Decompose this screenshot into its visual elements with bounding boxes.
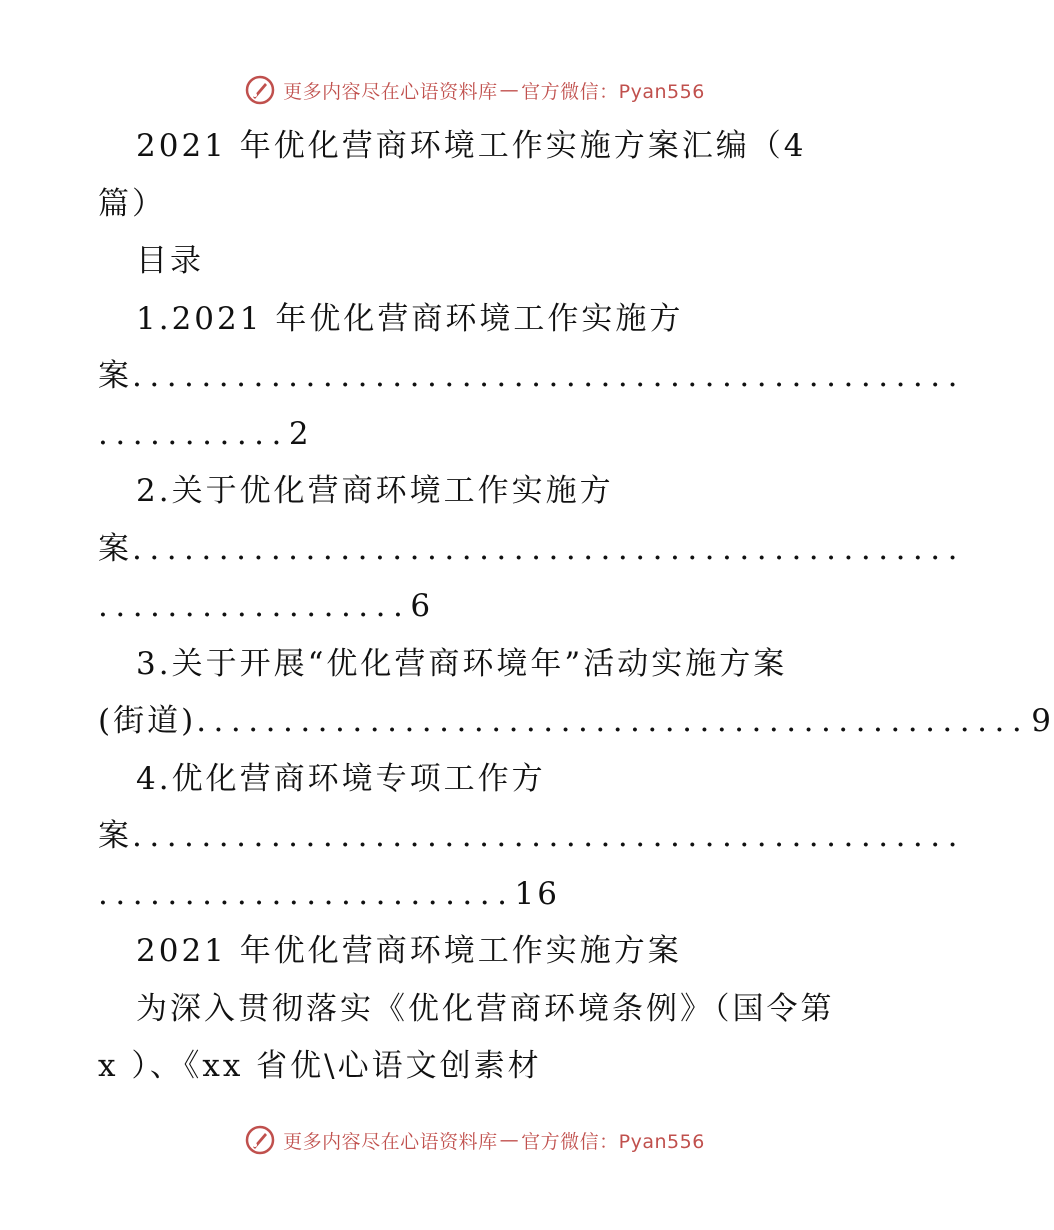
toc-item-3-leader[interactable] [98,693,1054,751]
toc-item-1-page-row[interactable] [98,406,858,464]
quill-logo-icon [245,1125,275,1155]
toc-item-1-lead: 案 [98,358,132,394]
toc-item-4-leader[interactable] [98,808,965,866]
toc-heading: 目录 [136,243,204,279]
watermark-text [283,1127,705,1154]
toc-item-1-dots: ................................................ [132,358,965,394]
toc-item-4-dots: ................................................ [132,818,965,854]
toc-item-2-dots-cont: .................. [98,588,411,624]
quill-logo-icon [245,75,275,105]
toc-item-4-page-row[interactable] [98,866,858,924]
toc-item-1-leader[interactable] [98,348,965,406]
section-title: 2021 年优化营商环境工作实施方案 [136,933,682,969]
watermark-banner-bottom [0,1120,950,1160]
toc-item-3-title[interactable]: 3.关于开展“优化营商环境年”活动实施方案 [136,645,788,682]
watermark-suffix: 官方微信：Pyan556 [521,1130,705,1153]
watermark-suffix: 官方微信：Pyan556 [521,80,705,103]
toc-item-3-page: 9 [1031,703,1054,739]
toc-item-4-dots-cont: ........................ [98,875,515,912]
watermark-prefix: 更多内容尽在心语资料库 [283,1130,498,1153]
toc-item-1-title[interactable]: 1.2021 年优化营商环境工作实施方 [136,300,684,337]
toc-item-4-title[interactable]: 4.优化营商环境专项工作方 [136,760,546,797]
body-paragraph-line-2: x ）、《xx 省优\心语文创素材 [98,1048,542,1084]
document-body [98,118,1054,1096]
watermark-banner-top [0,70,950,110]
toc-item-2-page-row[interactable] [98,578,858,636]
watermark-separator: — [499,79,520,101]
toc-item-2-dots: ................................................ [132,530,965,567]
toc-item-2-leader[interactable] [98,521,965,579]
toc-item-1-page: 2 [288,415,312,452]
toc-item-3-lead: (街道) [98,703,197,739]
body-paragraph-line-1: 为深入贯彻落实《优化营商环境条例》（国令第 [136,990,835,1027]
toc-item-2-page: 6 [410,588,434,624]
toc-item-2-title[interactable]: 2.关于优化营商环境工作实施方 [136,473,614,509]
toc-item-2-lead: 案 [98,530,132,567]
document-title-line-1: 2021 年优化营商环境工作实施方案汇编（4 [136,128,807,164]
watermark-separator: — [499,1129,520,1151]
document-title-line-2: 篇） [98,185,166,222]
toc-item-3-dots: ................................................ [196,703,1030,739]
watermark-text [283,77,705,104]
toc-item-4-lead: 案 [98,818,132,854]
watermark-prefix: 更多内容尽在心语资料库 [283,80,498,103]
toc-item-1-dots-cont: ........... [98,415,289,452]
toc-item-4-page: 16 [514,875,560,912]
